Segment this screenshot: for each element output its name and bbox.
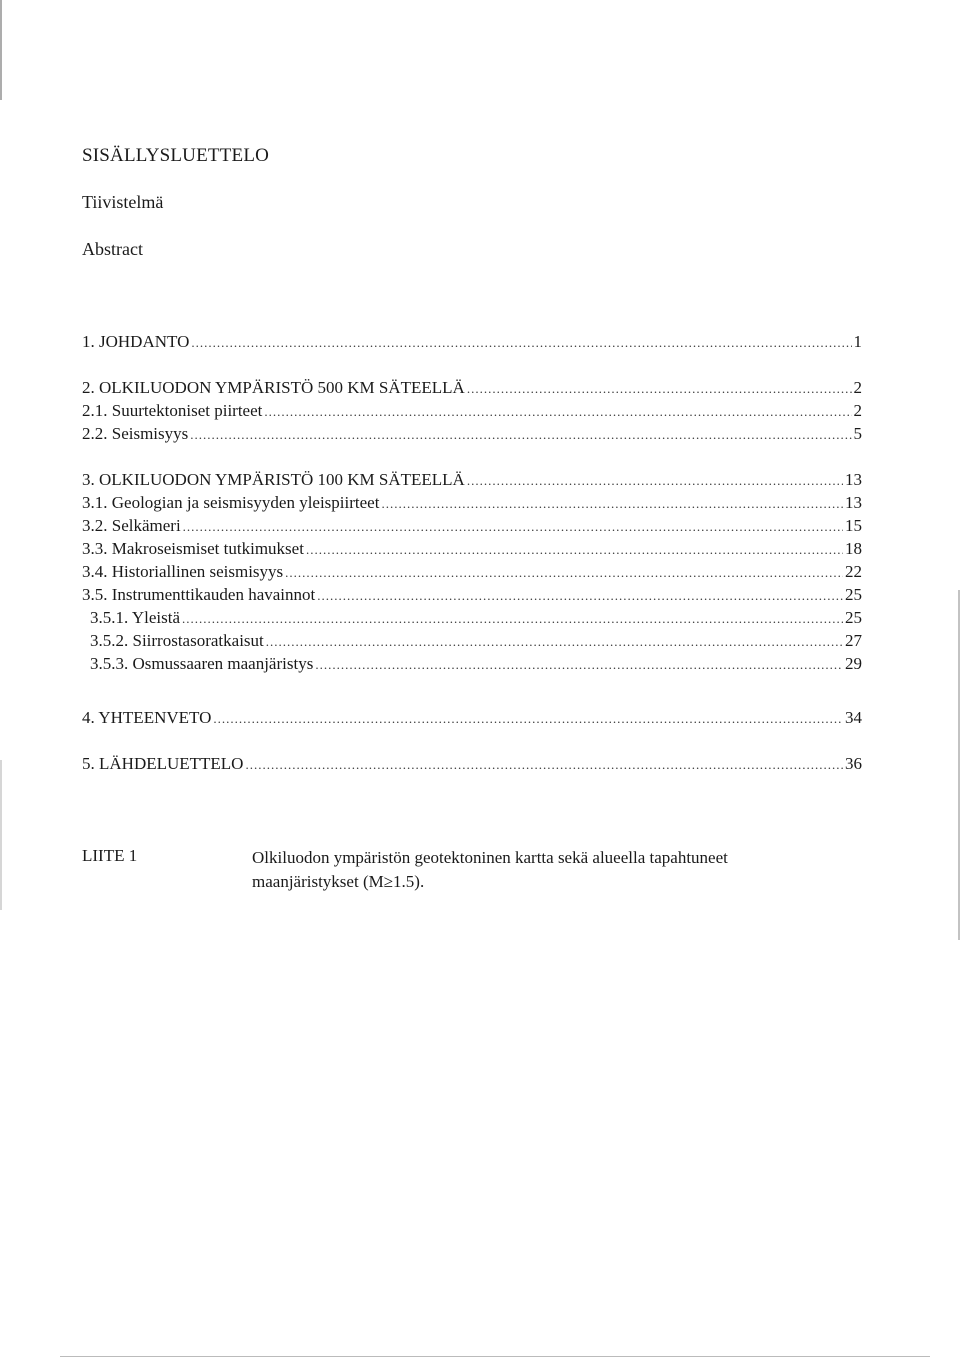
- scan-edge-left: [0, 0, 2, 100]
- toc-leader-dots: [285, 565, 843, 581]
- toc-leader-dots: [182, 611, 843, 627]
- toc-entry-label: 5. LÄHDELUETTELO: [82, 754, 244, 773]
- toc-entry[interactable]: [82, 378, 862, 400]
- toc-entry[interactable]: [90, 608, 862, 630]
- toc-entry[interactable]: [82, 562, 862, 584]
- toc-entry[interactable]: [82, 516, 862, 538]
- toc-entry-label: 3.4. Historiallinen seismisyys: [82, 562, 284, 581]
- toc-entry-label: 4. YHTEENVETO: [82, 708, 212, 727]
- toc-leader-dots: [190, 427, 851, 443]
- toc-entry[interactable]: [82, 539, 862, 561]
- toc-leader-dots: [191, 335, 851, 351]
- scan-edge-bottom: [60, 1356, 930, 1357]
- toc-entry-page: 2: [853, 401, 862, 420]
- toc-entry-page: 13: [845, 470, 862, 489]
- toc-leader-dots: [317, 588, 843, 604]
- toc-entry-page: 25: [845, 585, 862, 604]
- toc-entry-label: 3.2. Selkämeri: [82, 516, 181, 535]
- toc-entry-label: 2.1. Suurtektoniset piirteet: [82, 401, 263, 420]
- toc-entry-label: 3.5. Instrumenttikauden havainnot: [82, 585, 316, 604]
- front-matter-abstract-en: Abstract: [82, 239, 143, 259]
- toc-entry[interactable]: [90, 654, 862, 676]
- toc-entry-label: 3. OLKILUODON YMPÄRISTÖ 100 KM SÄTEELLÄ: [82, 470, 465, 489]
- toc-entry[interactable]: [82, 401, 862, 423]
- toc-leader-dots: [213, 711, 843, 727]
- toc-entry-label: 2. OLKILUODON YMPÄRISTÖ 500 KM SÄTEELLÄ: [82, 378, 465, 397]
- toc-entry-page: 27: [845, 631, 862, 650]
- toc-entry-page: 34: [845, 708, 862, 727]
- toc-entry-page: 5: [853, 424, 862, 443]
- appendix-description-line: maanjäristykset (M≥1.5).: [252, 872, 425, 891]
- front-matter-abstract-fi: Tiivistelmä: [82, 192, 164, 212]
- toc-heading: SISÄLLYSLUETTELO: [82, 145, 270, 166]
- toc-entry-page: 22: [845, 562, 862, 581]
- scan-edge-left-lower: [0, 760, 2, 910]
- toc-entry-page: 29: [845, 654, 862, 673]
- toc-entry[interactable]: [82, 470, 862, 492]
- toc-entry-label: 2.2. Seismisyys: [82, 424, 189, 443]
- toc-leader-dots: [266, 634, 843, 650]
- toc-entry[interactable]: [82, 708, 862, 730]
- toc-entry-label: 3.5.2. Siirrostasoratkaisut: [90, 631, 264, 650]
- toc-entry[interactable]: [82, 424, 862, 446]
- appendix-description-line: Olkiluodon ympäristön geotektoninen kartta sekä alueella tapahtuneet: [252, 848, 728, 867]
- toc-entry[interactable]: [90, 631, 862, 653]
- toc-entry-page: 1: [853, 332, 862, 351]
- toc-leader-dots: [306, 542, 843, 558]
- toc-leader-dots: [264, 404, 851, 420]
- toc-entry-page: 25: [845, 608, 862, 627]
- toc-entry-label: 1. JOHDANTO: [82, 332, 190, 351]
- appendix-description: [252, 846, 852, 894]
- toc-leader-dots: [381, 496, 843, 512]
- toc-entry-page: 13: [845, 493, 862, 512]
- toc-entry-label: 3.1. Geologian ja seismisyyden yleispiirteet: [82, 493, 380, 512]
- toc-entry[interactable]: [82, 754, 862, 776]
- toc-entry[interactable]: [82, 493, 862, 515]
- toc-leader-dots: [183, 519, 843, 535]
- toc-leader-dots: [245, 757, 843, 773]
- toc-leader-dots: [467, 473, 843, 489]
- toc-entry[interactable]: [82, 332, 862, 354]
- toc-entry[interactable]: [82, 585, 862, 607]
- toc-entry-label: 3.3. Makroseismiset tutkimukset: [82, 539, 304, 558]
- toc-leader-dots: [315, 657, 843, 673]
- toc-entry-label: 3.5.1. Yleistä: [90, 608, 181, 627]
- appendix-label: LIITE 1: [82, 846, 138, 865]
- toc-leader-dots: [467, 381, 852, 397]
- toc-entry-page: 18: [845, 539, 862, 558]
- toc-entry-page: 36: [845, 754, 862, 773]
- toc-entry-label: 3.5.3. Osmussaaren maanjäristys: [90, 654, 314, 673]
- toc-entry-page: 15: [845, 516, 862, 535]
- toc-entry-page: 2: [853, 378, 862, 397]
